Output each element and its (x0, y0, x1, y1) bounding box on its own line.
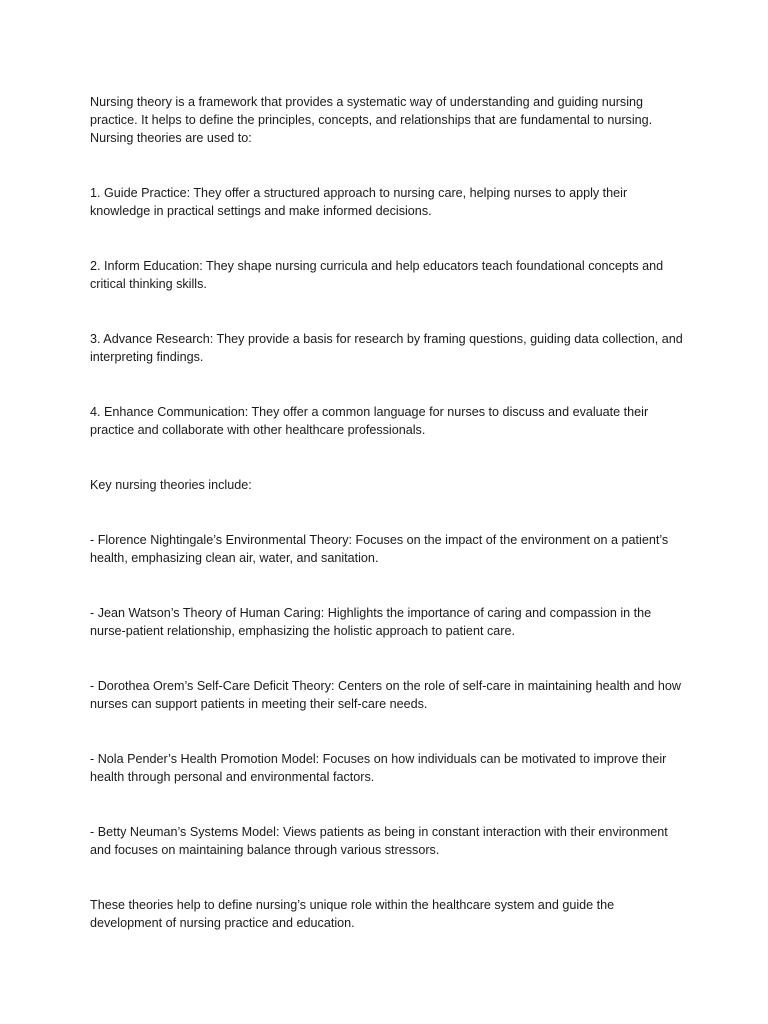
theory-item-neuman: - Betty Neuman’s Systems Model: Views patients as being in constant interaction with their environment and focuses on maintaining balance through various stressors. (90, 825, 668, 857)
theory-item-nightingale: - Florence Nightingale’s Environmental Theory: Focuses on the impact of the environment on a patient’s health, emphasizing clean air, water, and sanitation. (90, 533, 669, 565)
use-item-advance-research: 3. Advance Research: They provide a basis for research by framing questions, guiding data collection, and interpreting findings. (90, 332, 683, 364)
use-item-enhance-communication: 4. Enhance Communication: They offer a common language for nurses to discuss and evaluate their practice and collaborate with other healthcare professionals. (90, 405, 649, 437)
theory-item-orem: - Dorothea Orem’s Self-Care Deficit Theory: Centers on the role of self-care in maintaining health and how nurses can support patients in meeting their self-care needs. (90, 679, 682, 711)
theory-item-watson: - Jean Watson’s Theory of Human Caring: Highlights the importance of caring and compassion in the nurse-patient relationship, emphasizing the holistic approach to patient care. (90, 606, 652, 638)
theory-item-pender: - Nola Pender’s Health Promotion Model: Focuses on how individuals can be motivated to improve their health through personal and environmental factors. (90, 752, 667, 784)
theories-heading: Key nursing theories include: (90, 478, 252, 492)
use-item-guide-practice: 1. Guide Practice: They offer a structured approach to nursing care, helping nurses to apply their knowledge in practical settings and make informed decisions. (90, 186, 628, 218)
document-body (90, 93, 686, 969)
intro-paragraph: Nursing theory is a framework that provides a systematic way of understanding and guiding nursing practice. It helps to define the principles, concepts, and relationships that are fundamental to nursing. Nursing theories are used to: (90, 95, 653, 145)
use-item-inform-education: 2. Inform Education: They shape nursing curricula and help educators teach foundational concepts and critical thinking skills. (90, 259, 664, 291)
conclusion-paragraph: These theories help to define nursing’s unique role within the healthcare system and guide the development of nursing practice and education. (90, 898, 615, 930)
